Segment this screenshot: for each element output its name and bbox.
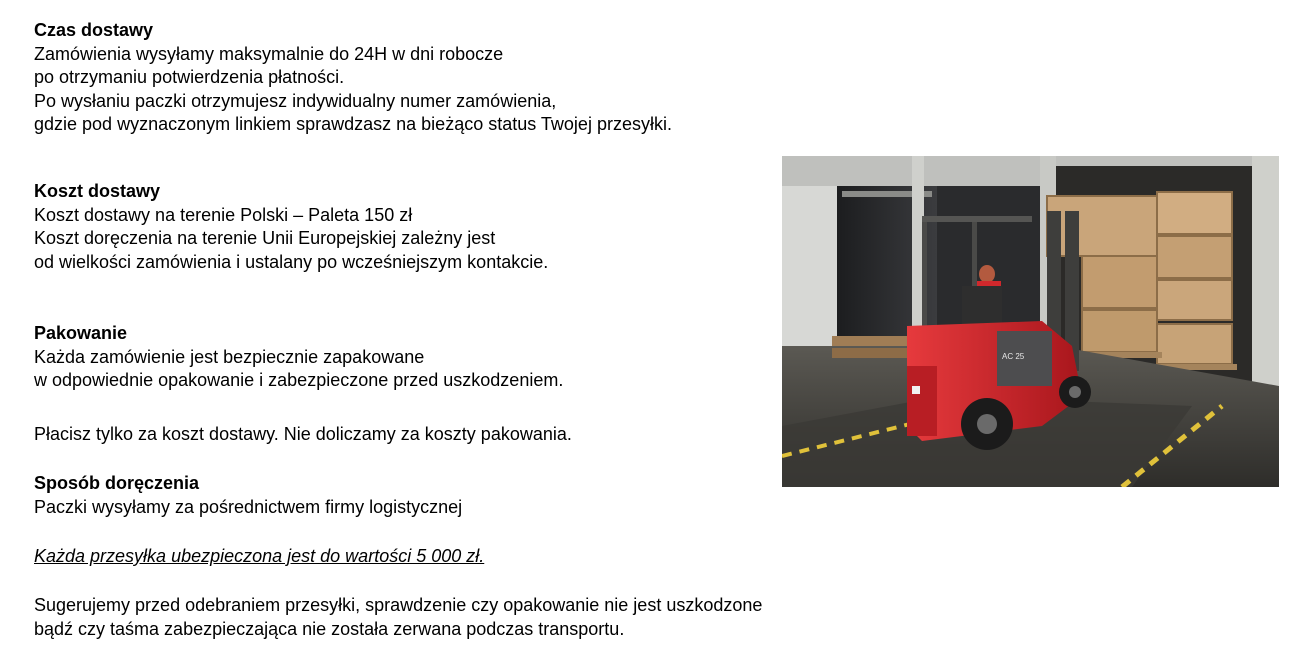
- delivery-time-heading: Czas dostawy: [34, 20, 154, 40]
- delivery-method-section: [34, 472, 462, 519]
- suggestion-line-1: Sugerujemy przed odebraniem przesyłki, sprawdzenie czy opakowanie nie jest uszkodzone: [34, 595, 763, 615]
- packaging-section: [34, 322, 563, 393]
- insurance-note: Każda przesyłka ubezpieczona jest do wartości 5 000 zł.: [34, 546, 485, 566]
- suggestion-line-2: bądź czy taśma zabezpieczająca nie została zerwana podczas transportu.: [34, 618, 625, 639]
- suggestion-section: [34, 594, 762, 641]
- left-wall: [782, 186, 837, 346]
- delivery-time-line-4: gdzie pod wyznaczonym linkiem sprawdzasz na bieżąco status Twojej przesyłki.: [34, 114, 672, 134]
- delivery-time-section: [34, 19, 672, 137]
- payment-note-section: [34, 423, 572, 447]
- delivery-cost-line-3: od wielkości zamówienia i ustalany po wcześniejszym kontakcie.: [34, 251, 549, 272]
- forklift-model-label: AC 25: [1002, 352, 1025, 361]
- delivery-method-line-1: Paczki wysyłamy za pośrednictwem firmy logistycznej: [34, 496, 463, 517]
- forklift-photo: [782, 156, 1279, 487]
- delivery-method-heading: Sposób doręczenia: [34, 473, 200, 493]
- delivery-time-line-1: Zamówienia wysyłamy maksymalnie do 24H w dni robocze: [34, 43, 504, 64]
- delivery-cost-line-2: Koszt doręczenia na terenie Unii Europejskiej zależny jest: [34, 228, 496, 248]
- forklift-illustration: [782, 156, 1279, 487]
- insurance-section: [34, 545, 484, 569]
- delivery-cost-line-1: Koszt dostawy na terenie Polski – Paleta 150 zł: [34, 204, 413, 225]
- delivery-cost-heading: Koszt dostawy: [34, 181, 161, 201]
- delivery-cost-section: [34, 180, 548, 274]
- packaging-heading: Pakowanie: [34, 323, 128, 343]
- packaging-line-2: w odpowiednie opakowanie i zabezpieczone przed uszkodzeniem.: [34, 370, 564, 390]
- payment-note: Płacisz tylko za koszt dostawy. Nie doliczamy za koszty pakowania.: [34, 424, 572, 444]
- delivery-time-line-3: Po wysłaniu paczki otrzymujesz indywidualny numer zamówienia,: [34, 90, 557, 111]
- packaging-line-1: Każda zamówienie jest bezpiecznie zapakowane: [34, 346, 425, 367]
- delivery-time-line-2: po otrzymaniu potwierdzenia płatności.: [34, 67, 345, 87]
